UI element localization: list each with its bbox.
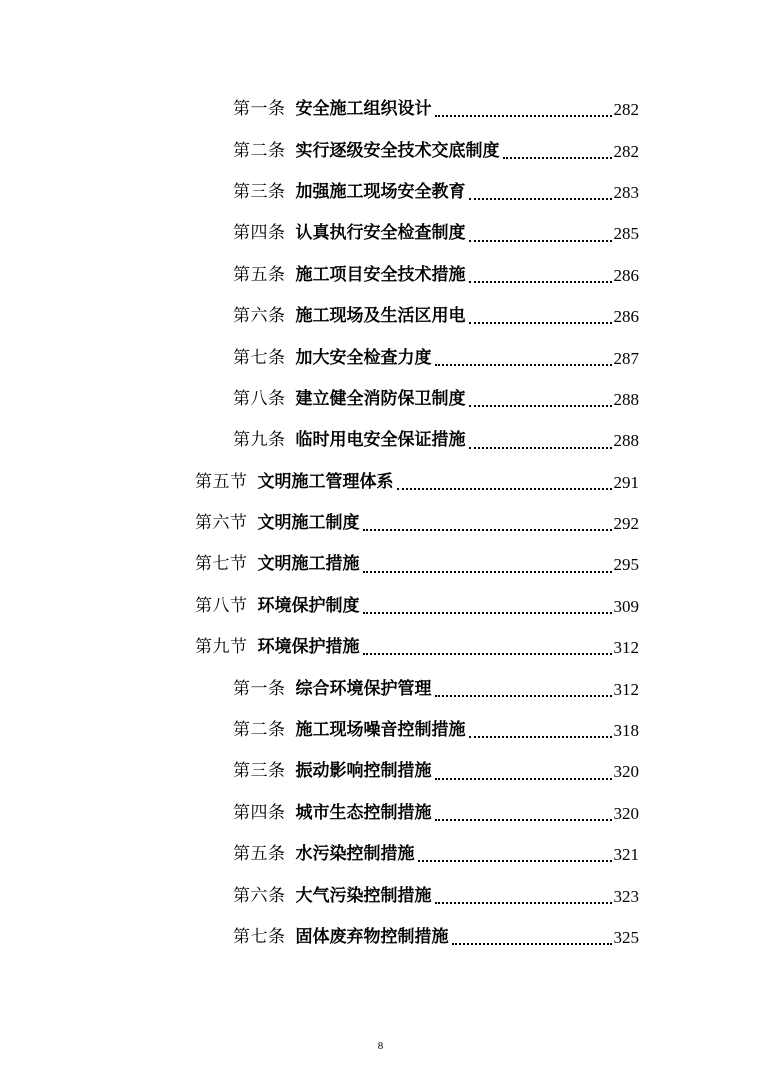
toc-dot-leader bbox=[435, 902, 612, 904]
toc-entry-page: 288 bbox=[613, 431, 639, 451]
toc-dot-leader bbox=[363, 571, 612, 573]
toc-entry[interactable] bbox=[233, 710, 639, 751]
toc-entry[interactable] bbox=[233, 296, 639, 337]
toc-entry-page: 323 bbox=[613, 886, 639, 906]
toc-entry[interactable] bbox=[233, 337, 639, 378]
toc-entry-page: 312 bbox=[613, 679, 639, 699]
toc-dot-leader bbox=[452, 943, 612, 945]
toc-dot-leader bbox=[469, 405, 612, 407]
toc-entry-page: 291 bbox=[613, 472, 639, 492]
toc-entry-page: 309 bbox=[613, 596, 639, 616]
toc-entry-title: 实行逐级安全技术交底制度 bbox=[295, 140, 500, 161]
toc-entry-page: 295 bbox=[613, 555, 639, 575]
toc-entry[interactable] bbox=[233, 172, 639, 213]
toc-dot-leader bbox=[435, 115, 612, 117]
toc-entry-number: 第九节 bbox=[195, 637, 248, 658]
page-number: 8 bbox=[377, 1040, 384, 1052]
toc-dot-leader bbox=[469, 447, 612, 449]
toc-entry-number: 第七条 bbox=[233, 347, 286, 368]
toc-entry-page: 287 bbox=[613, 348, 639, 368]
toc-entry-page: 286 bbox=[613, 307, 639, 327]
table-of-contents bbox=[0, 89, 761, 958]
toc-entry[interactable] bbox=[233, 751, 639, 792]
toc-section-entry[interactable] bbox=[195, 627, 639, 668]
toc-entry-page: 283 bbox=[613, 182, 639, 202]
toc-entry-number: 第六节 bbox=[195, 513, 248, 534]
toc-dot-leader bbox=[469, 198, 612, 200]
toc-entry[interactable] bbox=[233, 213, 639, 254]
toc-entry-title: 文明施工管理体系 bbox=[257, 471, 394, 492]
toc-entry[interactable] bbox=[233, 668, 639, 709]
toc-entry-title: 水污染控制措施 bbox=[295, 844, 415, 865]
toc-entry-number: 第三条 bbox=[233, 761, 286, 782]
toc-dot-leader bbox=[469, 322, 612, 324]
toc-entry-number: 第七条 bbox=[233, 927, 286, 947]
toc-entry[interactable] bbox=[233, 917, 639, 958]
toc-entry-page: 286 bbox=[613, 265, 639, 285]
toc-entry-page: 320 bbox=[613, 762, 639, 782]
toc-entry-title: 施工现场噪音控制措施 bbox=[295, 720, 466, 741]
toc-entry-number: 第一条 bbox=[233, 99, 286, 120]
toc-entry-number: 第二条 bbox=[233, 140, 286, 161]
toc-entry-title: 文明施工制度 bbox=[257, 513, 360, 534]
toc-entry-title: 临时用电安全保证措施 bbox=[295, 430, 466, 451]
toc-entry[interactable] bbox=[233, 834, 639, 875]
toc-entry-page: 318 bbox=[613, 721, 639, 741]
toc-dot-leader bbox=[435, 695, 612, 697]
toc-entry[interactable] bbox=[233, 875, 639, 916]
toc-section-entry[interactable] bbox=[195, 503, 639, 544]
toc-entry-title: 固体废弃物控制措施 bbox=[295, 927, 449, 947]
toc-entry-title: 建立健全消防保卫制度 bbox=[295, 388, 466, 409]
toc-entry-title: 环境保护措施 bbox=[257, 637, 360, 658]
toc-entry-number: 第九条 bbox=[233, 430, 286, 451]
toc-entry-number: 第四条 bbox=[233, 802, 286, 823]
toc-entry-page: 312 bbox=[613, 638, 639, 658]
toc-dot-leader bbox=[363, 529, 612, 531]
toc-entry[interactable] bbox=[233, 420, 639, 461]
toc-dot-leader bbox=[435, 364, 612, 366]
toc-dot-leader bbox=[363, 612, 612, 614]
toc-entry-number: 第一条 bbox=[233, 678, 286, 699]
toc-entry-number: 第六条 bbox=[233, 306, 286, 327]
toc-entry[interactable] bbox=[233, 255, 639, 296]
toc-entry[interactable] bbox=[233, 89, 639, 130]
toc-entry-title: 安全施工组织设计 bbox=[295, 99, 432, 120]
toc-entry-page: 325 bbox=[613, 928, 639, 947]
toc-entry-number: 第二条 bbox=[233, 720, 286, 741]
toc-dot-leader bbox=[503, 157, 612, 159]
toc-entry-page: 282 bbox=[613, 141, 639, 161]
toc-entry-page: 282 bbox=[613, 100, 639, 120]
toc-entry-page: 321 bbox=[613, 845, 639, 865]
toc-entry[interactable] bbox=[233, 793, 639, 834]
toc-dot-leader bbox=[397, 488, 612, 490]
toc-entry-page: 288 bbox=[613, 389, 639, 409]
toc-entry-title: 大气污染控制措施 bbox=[295, 885, 432, 906]
toc-entry[interactable] bbox=[233, 130, 639, 171]
toc-entry-title: 施工项目安全技术措施 bbox=[295, 264, 466, 285]
toc-entry-title: 施工现场及生活区用电 bbox=[295, 306, 466, 327]
toc-entry-number: 第六条 bbox=[233, 885, 286, 906]
toc-entry-number: 第四条 bbox=[233, 223, 286, 244]
toc-dot-leader bbox=[418, 860, 612, 862]
toc-entry-title: 认真执行安全检查制度 bbox=[295, 223, 466, 244]
toc-entry-title: 加强施工现场安全教育 bbox=[295, 181, 466, 202]
toc-entry[interactable] bbox=[233, 379, 639, 420]
toc-dot-leader bbox=[469, 736, 612, 738]
toc-entry-number: 第三条 bbox=[233, 181, 286, 202]
toc-entry-title: 加大安全检查力度 bbox=[295, 347, 432, 368]
toc-entry-title: 综合环境保护管理 bbox=[295, 678, 432, 699]
toc-entry-page: 320 bbox=[613, 803, 639, 823]
toc-dot-leader bbox=[435, 819, 612, 821]
toc-dot-leader bbox=[469, 240, 612, 242]
toc-entry-number: 第八条 bbox=[233, 388, 286, 409]
toc-entry-page: 292 bbox=[613, 514, 639, 534]
toc-section-entry[interactable] bbox=[195, 544, 639, 585]
toc-entry-number: 第五条 bbox=[233, 844, 286, 865]
toc-entry-title: 振动影响控制措施 bbox=[295, 761, 432, 782]
toc-section-entry[interactable] bbox=[195, 462, 639, 503]
toc-dot-leader bbox=[435, 778, 612, 780]
toc-entry-page: 285 bbox=[613, 224, 639, 244]
toc-entry-title: 文明施工措施 bbox=[257, 554, 360, 575]
toc-dot-leader bbox=[469, 281, 612, 283]
toc-dot-leader bbox=[363, 653, 612, 655]
toc-entry-title: 城市生态控制措施 bbox=[295, 802, 432, 823]
toc-section-entry[interactable] bbox=[195, 586, 639, 627]
toc-entry-number: 第五条 bbox=[233, 264, 286, 285]
toc-entry-title: 环境保护制度 bbox=[257, 595, 360, 616]
toc-entry-number: 第八节 bbox=[195, 595, 248, 616]
toc-entry-number: 第七节 bbox=[195, 554, 248, 575]
toc-entry-number: 第五节 bbox=[195, 471, 248, 492]
